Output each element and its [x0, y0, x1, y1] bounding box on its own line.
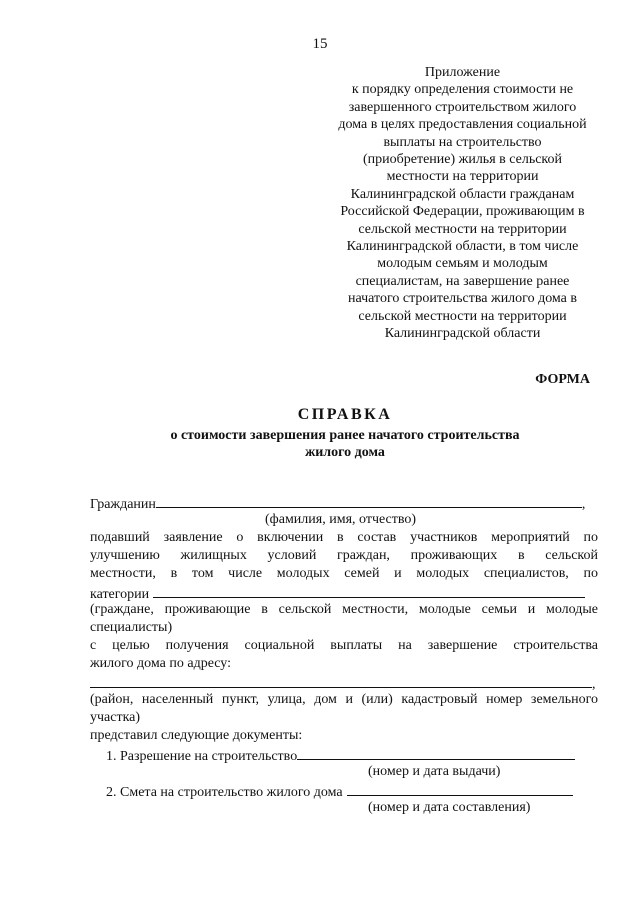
appendix-line: выплаты на строительство: [383, 134, 542, 150]
appendix-line: (приобретение) жилья в сельской: [362, 152, 563, 168]
doc1-hint: (номер и дата выдачи): [368, 764, 501, 779]
comma: ,: [581, 497, 586, 512]
appendix-line: начатого строительства жилого дома в: [347, 291, 578, 307]
doc2-hint: (номер и дата составления): [368, 800, 531, 815]
doc2-row: [106, 782, 598, 800]
appendix-line: Калининградской области гражданам: [350, 186, 575, 202]
doc2-field[interactable]: [347, 782, 573, 796]
appendix-line: сельской местности на территории: [358, 221, 567, 237]
appendix-line: Приложение: [424, 65, 501, 80]
address-field[interactable]: [90, 674, 592, 688]
citizen-hint: (фамилия, имя, отчество): [265, 512, 417, 527]
para2-line: с целью получения социальной выплаты на завершение строительства: [90, 638, 598, 653]
para1-line: подавший заявление о включении в состав участников мероприятий по: [90, 530, 598, 545]
category-hint-line: (граждане, проживающие в сельской местности, молодые семьи и молодые: [90, 602, 598, 617]
appendix-line: к порядку определения стоимости не: [351, 82, 574, 98]
doc1-row: [106, 746, 598, 764]
appendix-line: Калининградской области, в том числе: [346, 239, 579, 255]
appendix-line: Калининградской области: [384, 326, 541, 342]
doc1-field[interactable]: [297, 746, 575, 760]
category-field[interactable]: [153, 584, 585, 598]
doc1-label: 1. Разрешение на строительство: [106, 749, 298, 764]
documents-intro: представил следующие документы:: [90, 728, 303, 743]
subtitle-line: о стоимости завершения ранее начатого строительства: [170, 428, 520, 443]
category-hint-line: специалисты): [90, 620, 173, 635]
comma: ,: [592, 677, 596, 692]
appendix-line: молодым семьям и молодым: [377, 256, 548, 272]
document-subtitle: [0, 427, 640, 461]
category-row: [90, 584, 598, 602]
subtitle-line: жилого дома: [305, 445, 385, 460]
address-row: [90, 674, 598, 692]
appendix-line: специалистам, на завершение ранее: [355, 273, 570, 289]
citizen-row: [90, 494, 598, 512]
para1-line: улучшению жилищных условий граждан, проживающих в сельской: [90, 548, 598, 563]
category-label: категории: [90, 587, 150, 602]
para1-line: местности, в том числе молодых семей и молодых специалистов, по: [90, 566, 598, 581]
appendix-line: дома в целях предоставления социальной: [338, 117, 587, 133]
citizen-name-field[interactable]: [156, 494, 582, 508]
appendix-line: сельской местности на территории: [358, 308, 567, 324]
doc2-label: 2. Смета на строительство жилого дома: [106, 785, 343, 800]
appendix-line: Российской Федерации, проживающим в: [340, 204, 585, 220]
appendix-line: завершенного строительством жилого: [348, 99, 577, 115]
address-hint-line: (район, населенный пункт, улица, дом и (или) кадастровый номер земельного: [90, 692, 598, 707]
para2-line: жилого дома по адресу:: [90, 656, 232, 671]
document-title: СПРАВКА: [297, 406, 393, 423]
appendix-line: местности на территории: [386, 169, 539, 185]
citizen-label: Гражданин: [90, 497, 156, 512]
appendix-block: [315, 64, 610, 343]
page-number: 15: [312, 36, 328, 52]
address-hint-line: участка): [90, 710, 141, 725]
form-label: ФОРМА: [535, 372, 590, 387]
